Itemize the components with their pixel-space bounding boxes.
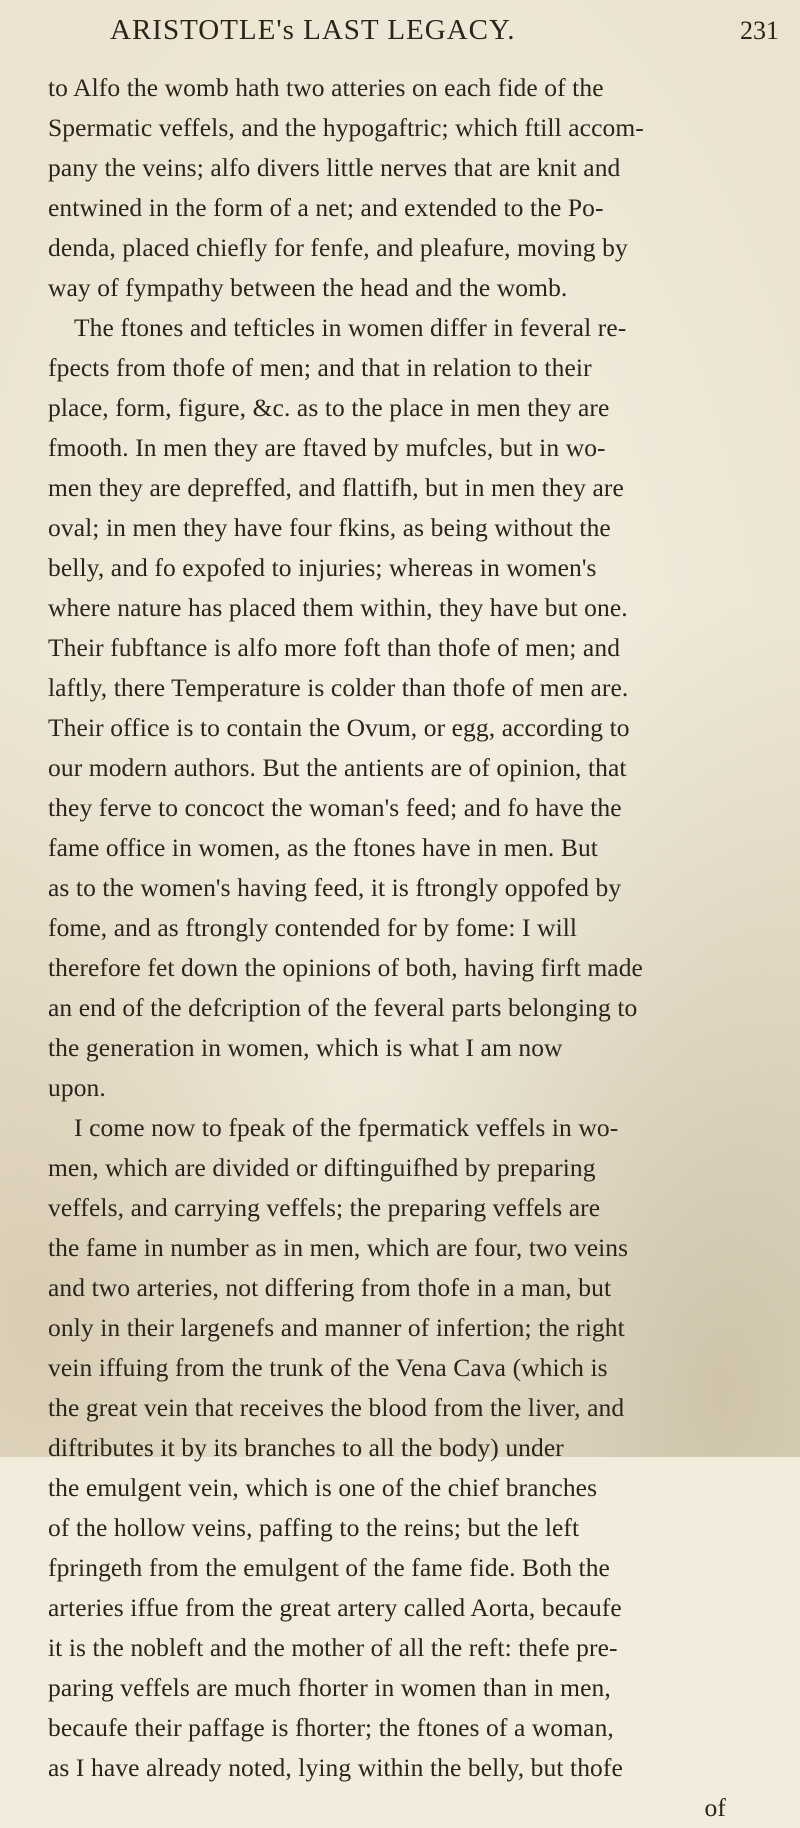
- text-line: fmooth. In men they are ftaved by mufcles, but in wo-: [48, 433, 606, 462]
- text-line: the generation in women, which is what I am now: [48, 1033, 563, 1062]
- text-line: as I have already noted, lying within the belly, but thofe: [48, 1753, 623, 1782]
- text-line: men they are depreffed, and flattifh, but in men they are: [48, 473, 624, 502]
- text-line: fpects from thofe of men; and that in relation to their: [48, 353, 592, 382]
- text-line: diftributes it by its branches to all the body) under: [48, 1433, 564, 1462]
- text-line: it is the nobleft and the mother of all the reft: thefe pre-: [48, 1633, 618, 1662]
- text-line: as to the women's having feed, it is ftrongly oppofed by: [48, 873, 622, 902]
- catchword: of: [704, 1793, 726, 1822]
- page-header: [0, 14, 800, 54]
- text-line: therefore fet down the opinions of both, having firft made: [48, 953, 643, 982]
- text-line: an end of the defcription of the feveral parts belonging to: [48, 993, 638, 1022]
- text-line: place, form, figure, &c. as to the place in men they are: [48, 393, 610, 422]
- text-line: fome, and as ftrongly contended for by fome: I will: [48, 913, 578, 942]
- text-line: oval; in men they have four fkins, as being without the: [48, 513, 611, 542]
- text-line: belly, and fo expofed to injuries; whereas in women's: [48, 553, 597, 582]
- text-line: way of fympathy between the head and the womb.: [48, 273, 568, 302]
- text-line: paring veffels are much fhorter in women than in men,: [48, 1673, 611, 1702]
- text-line: Their office is to contain the Ovum, or egg, according to: [48, 713, 630, 742]
- text-line: The ftones and tefticles in women differ in feveral re-: [74, 313, 627, 342]
- text-line: our modern authors. But the antients are of opinion, that: [48, 753, 627, 782]
- text-line: Spermatic veffels, and the hypogaftric; which ftill accom-: [48, 113, 644, 142]
- text-line: laftly, there Temperature is colder than thofe of men are.: [48, 673, 629, 702]
- text-line: where nature has placed them within, they have but one.: [48, 593, 628, 622]
- text-line: denda, placed chiefly for fenfe, and pleafure, moving by: [48, 233, 628, 262]
- text-line: I come now to fpeak of the fpermatick veffels in wo-: [74, 1113, 619, 1142]
- text-line: vein iffuing from the trunk of the Vena Cava (which is: [48, 1353, 608, 1382]
- text-line: veffels, and carrying veffels; the preparing veffels are: [48, 1193, 601, 1222]
- text-line: fpringeth from the emulgent of the fame fide. Both the: [48, 1553, 610, 1582]
- text-line: the fame in number as in men, which are four, two veins: [48, 1233, 629, 1262]
- text-line: the emulgent vein, which is one of the chief branches: [48, 1473, 598, 1502]
- text-line: and two arteries, not differing from thofe in a man, but: [48, 1273, 612, 1302]
- page-number: 231: [740, 16, 779, 45]
- text-line: entwined in the form of a net; and extended to the Po-: [48, 193, 604, 222]
- text-line: Their fubftance is alfo more foft than thofe of men; and: [48, 633, 621, 662]
- text-line: of the hollow veins, paffing to the reins; but the left: [48, 1513, 580, 1542]
- text-line: to Alfo the womb hath two atteries on each fide of the: [48, 73, 604, 102]
- text-line: fame office in women, as the ftones have in men. But: [48, 833, 598, 862]
- text-line: men, which are divided or diftinguifhed by preparing: [48, 1153, 596, 1182]
- body-text: [36, 68, 776, 1828]
- text-line: becaufe their paffage is fhorter; the ftones of a woman,: [48, 1713, 614, 1742]
- text-line: pany the veins; alfo divers little nerves that are knit and: [48, 153, 621, 182]
- running-head: ARISTOTLE's LAST LEGACY.: [110, 14, 516, 46]
- text-line: the great vein that receives the blood from the liver, and: [48, 1393, 625, 1422]
- text-line: arteries iffue from the great artery called Aorta, becaufe: [48, 1593, 622, 1622]
- text-line: they ferve to concoct the woman's feed; and fo have the: [48, 793, 622, 822]
- text-line: upon.: [48, 1073, 106, 1102]
- text-line: only in their largenefs and manner of infertion; the right: [48, 1313, 625, 1342]
